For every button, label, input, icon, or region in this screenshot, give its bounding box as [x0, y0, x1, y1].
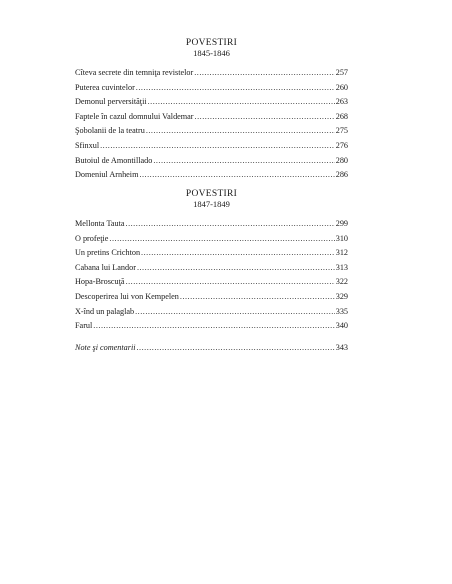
entry-page: 310 — [335, 233, 348, 243]
dot-leader — [146, 124, 335, 139]
dot-leader — [137, 261, 335, 276]
toc-entry — [75, 319, 348, 334]
toc-section-1847-1849 — [75, 189, 348, 334]
dot-leader — [137, 341, 335, 356]
entry-page: 329 — [335, 291, 348, 301]
section-title: POVESTIRI — [185, 189, 238, 199]
section-heading — [75, 38, 348, 58]
dot-leader — [139, 168, 334, 183]
entry-title: Farul — [75, 321, 93, 331]
entry-page: 257 — [335, 68, 348, 77]
dot-leader — [109, 232, 334, 247]
entry-page: 276 — [335, 140, 348, 150]
entry-title: Cabana lui Landor — [75, 262, 136, 272]
entry-title: Puterea cuvintelor — [75, 82, 135, 92]
section-title: POVESTIRI — [185, 38, 238, 48]
dot-leader — [153, 154, 334, 169]
toc-entry — [75, 217, 348, 232]
dot-leader — [148, 95, 335, 110]
toc-entry — [75, 139, 348, 154]
entry-title: Note şi comentarii — [75, 343, 136, 352]
entry-title: Cîteva secrete din temniţa revistelor — [75, 68, 194, 77]
entry-page: 263 — [335, 97, 348, 107]
entry-title: X-înd un palaglab — [75, 306, 135, 316]
entry-page: 286 — [335, 170, 348, 180]
toc-notes — [75, 341, 348, 356]
toc-entry — [75, 261, 348, 276]
dot-leader — [126, 217, 335, 232]
toc-entry — [75, 95, 348, 110]
toc-entry — [75, 124, 348, 139]
entry-title: Un pretins Crichton — [75, 248, 141, 258]
toc-entry — [75, 168, 348, 183]
entry-title: O profeţie — [75, 233, 109, 243]
entry-page: 299 — [335, 219, 348, 228]
entry-title: Demonul perversităţii — [75, 97, 147, 107]
toc-entry — [75, 154, 348, 169]
entry-page: 343 — [335, 343, 348, 352]
dot-leader — [195, 110, 335, 125]
entry-title: Domeniul Arnheim — [75, 170, 139, 180]
toc-entry — [75, 275, 348, 290]
entry-title: Şobolanii de la teatru — [75, 126, 145, 136]
toc-entry — [75, 290, 348, 305]
toc-entry — [75, 232, 348, 247]
entry-page: 268 — [335, 111, 348, 121]
entry-page: 340 — [335, 321, 348, 331]
entry-title: Faptele în cazul domnului Valdemar — [75, 111, 194, 121]
dot-leader — [194, 66, 334, 81]
entry-page: 260 — [335, 82, 348, 92]
toc-entry — [75, 81, 348, 96]
section-years: 1845-1846 — [193, 48, 230, 58]
dot-leader — [100, 139, 335, 154]
section-years: 1847-1849 — [193, 199, 230, 209]
entry-page: 275 — [335, 126, 348, 136]
entry-page: 312 — [335, 248, 348, 258]
dot-leader — [180, 290, 335, 305]
toc-entry — [75, 305, 348, 320]
entry-page: 335 — [335, 306, 348, 316]
entry-title: Hopa-Broscuţă — [75, 277, 125, 287]
toc-entry — [75, 110, 348, 125]
toc-section-1845-1846 — [75, 38, 348, 183]
dot-leader — [93, 319, 334, 334]
entry-title: Mellonta Tauta — [75, 219, 125, 228]
dot-leader — [126, 275, 335, 290]
dot-leader — [141, 246, 335, 261]
entry-page: 280 — [335, 155, 348, 165]
toc-entry-notes — [75, 341, 348, 356]
toc-entry — [75, 66, 348, 81]
dot-leader — [135, 305, 335, 320]
entry-page: 322 — [335, 277, 348, 287]
toc-entry — [75, 246, 348, 261]
entry-title: Descoperirea lui von Kempelen — [75, 291, 179, 301]
dot-leader — [136, 81, 335, 96]
entry-title: Sfinxul — [75, 140, 100, 150]
entry-page: 313 — [335, 262, 348, 272]
entry-title: Butoiul de Amontillado — [75, 155, 153, 165]
section-heading — [75, 189, 348, 209]
